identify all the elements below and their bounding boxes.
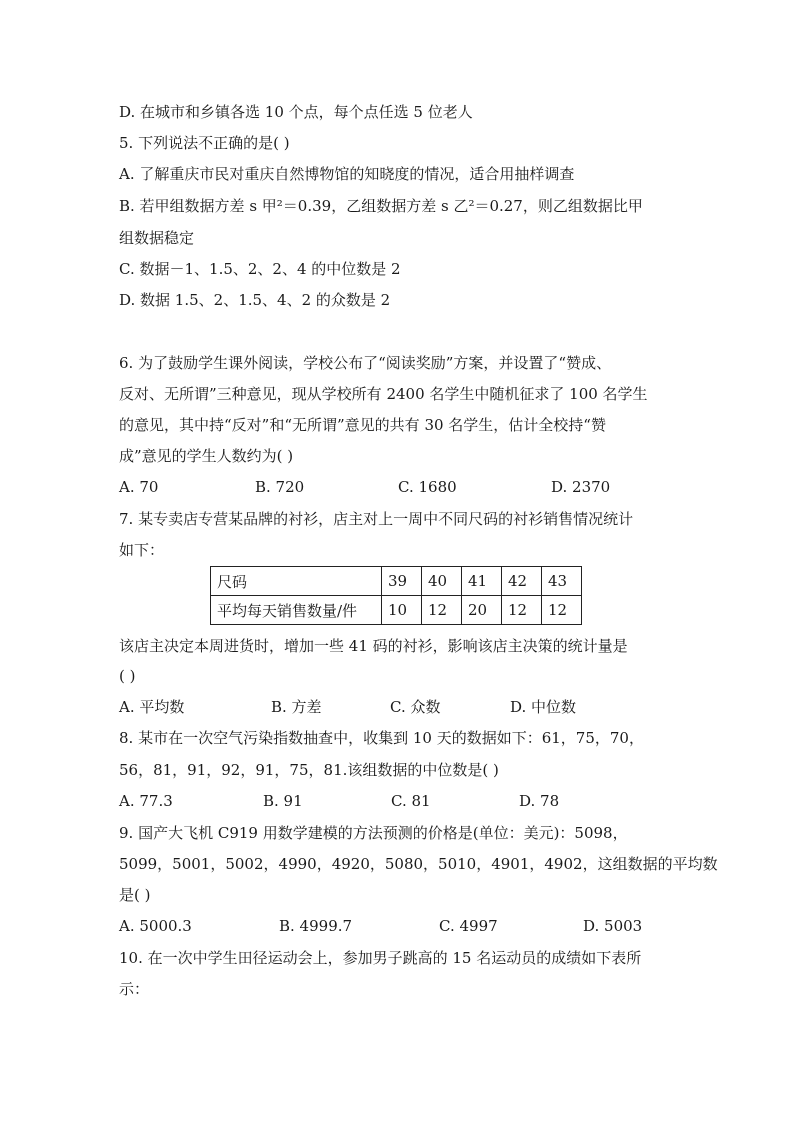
q6-stem-line1: 6. 为了鼓励学生课外阅读，学校公布了“阅读奖励”方案，并设置了“赞成、 [119, 354, 612, 372]
table-cell: 41 [462, 567, 502, 596]
q10-stem-line1: 10. 在一次中学生田径运动会上，参加男子跳高的 15 名运动员的成绩如下表所 [119, 949, 642, 967]
table-row [211, 567, 582, 596]
q8-options [119, 791, 639, 811]
q7-stem-line1: 7. 某专卖店专营某品牌的衬衫，店主对上一周中不同尺码的衬衫销售情况统计 [119, 510, 634, 528]
q9-options [119, 916, 649, 936]
q9-option-c: C. 4997 [439, 917, 498, 935]
q5-option-c: C. 数据－1、1.5、2、2、4 的中位数是 2 [119, 260, 401, 278]
q6-options [119, 477, 679, 497]
q6-stem-line2: 反对、无所谓”三种意见，现从学校所有 2400 名学生中随机征求了 100 名学生 [119, 385, 648, 403]
q9-option-d: D. 5003 [583, 917, 643, 935]
q5-option-b-line2: 组数据稳定 [119, 229, 195, 247]
q8-option-c: C. 81 [391, 792, 431, 810]
q5-stem: 5. 下列说法不正确的是( ) [119, 134, 290, 152]
table-cell: 12 [422, 596, 462, 625]
q9-stem-line2: 5099，5001，5002，4990，4920，5080，5010，4901，4902，这组数据的平均数 [119, 855, 718, 873]
q5-option-b-line1: B. 若甲组数据方差 s 甲²＝0.39，乙组数据方差 s 乙²＝0.27，则乙组数据比甲 [119, 197, 643, 215]
q8-option-b: B. 91 [263, 792, 303, 810]
table-cell: 12 [542, 596, 582, 625]
q4-option-d: D. 在城市和乡镇各选 10 个点，每个点任选 5 位老人 [119, 103, 473, 121]
q8-option-a: A. 77.3 [119, 792, 173, 810]
q7-option-d: D. 中位数 [510, 698, 577, 716]
table-cell: 10 [382, 596, 422, 625]
table-cell: 40 [422, 567, 462, 596]
q6-option-d: D. 2370 [551, 478, 611, 496]
table-cell: 43 [542, 567, 582, 596]
q7-option-c: C. 众数 [390, 698, 441, 716]
q6-stem-line4: 成”意见的学生人数约为( ) [119, 447, 294, 465]
table-cell: 12 [502, 596, 542, 625]
q7-after-line1: 该店主决定本周进货时，增加一些 41 码的衬衫，影响该店主决策的统计量是 [119, 637, 628, 655]
q5-option-a: A. 了解重庆市民对重庆自然博物馆的知晓度的情况，适合用抽样调查 [119, 165, 575, 183]
q9-option-b: B. 4999.7 [279, 917, 353, 935]
q7-option-b: B. 方差 [271, 698, 322, 716]
q8-stem-line2: 56，81，91，92，91，75，81.该组数据的中位数是( ) [119, 761, 499, 779]
q9-stem-line3: 是( ) [119, 886, 151, 904]
table-cell: 42 [502, 567, 542, 596]
q7-options [119, 697, 639, 717]
q7-stem-line2: 如下： [119, 541, 165, 559]
q8-stem-line1: 8. 某市在一次空气污染指数抽查中，收集到 10 天的数据如下：61，75，70， [119, 729, 644, 747]
q7-option-a: A. 平均数 [119, 698, 185, 716]
table-row-label: 平均每天销售数量/件 [211, 596, 382, 625]
q6-option-c: C. 1680 [398, 478, 457, 496]
q10-stem-line2: 示： [119, 980, 150, 998]
q5-option-d: D. 数据 1.5、2、1.5、4、2 的众数是 2 [119, 291, 391, 309]
q6-option-a: A. 70 [119, 478, 159, 496]
shirt-size-table [210, 566, 582, 625]
table-row [211, 596, 582, 625]
q6-stem-line3: 的意见，其中持“反对”和“无所谓”意见的共有 30 名学生，估计全校持“赞 [119, 416, 606, 434]
q9-option-a: A. 5000.3 [119, 917, 192, 935]
table-cell: 39 [382, 567, 422, 596]
q8-option-d: D. 78 [519, 792, 560, 810]
q9-stem-line1: 9. 国产大飞机 C919 用数学建模的方法预测的价格是(单位：美元)：5098， [119, 824, 628, 842]
q7-after-line2: ( ) [119, 667, 136, 685]
table-cell: 20 [462, 596, 502, 625]
table-row-label: 尺码 [211, 567, 382, 596]
q6-option-b: B. 720 [255, 478, 305, 496]
